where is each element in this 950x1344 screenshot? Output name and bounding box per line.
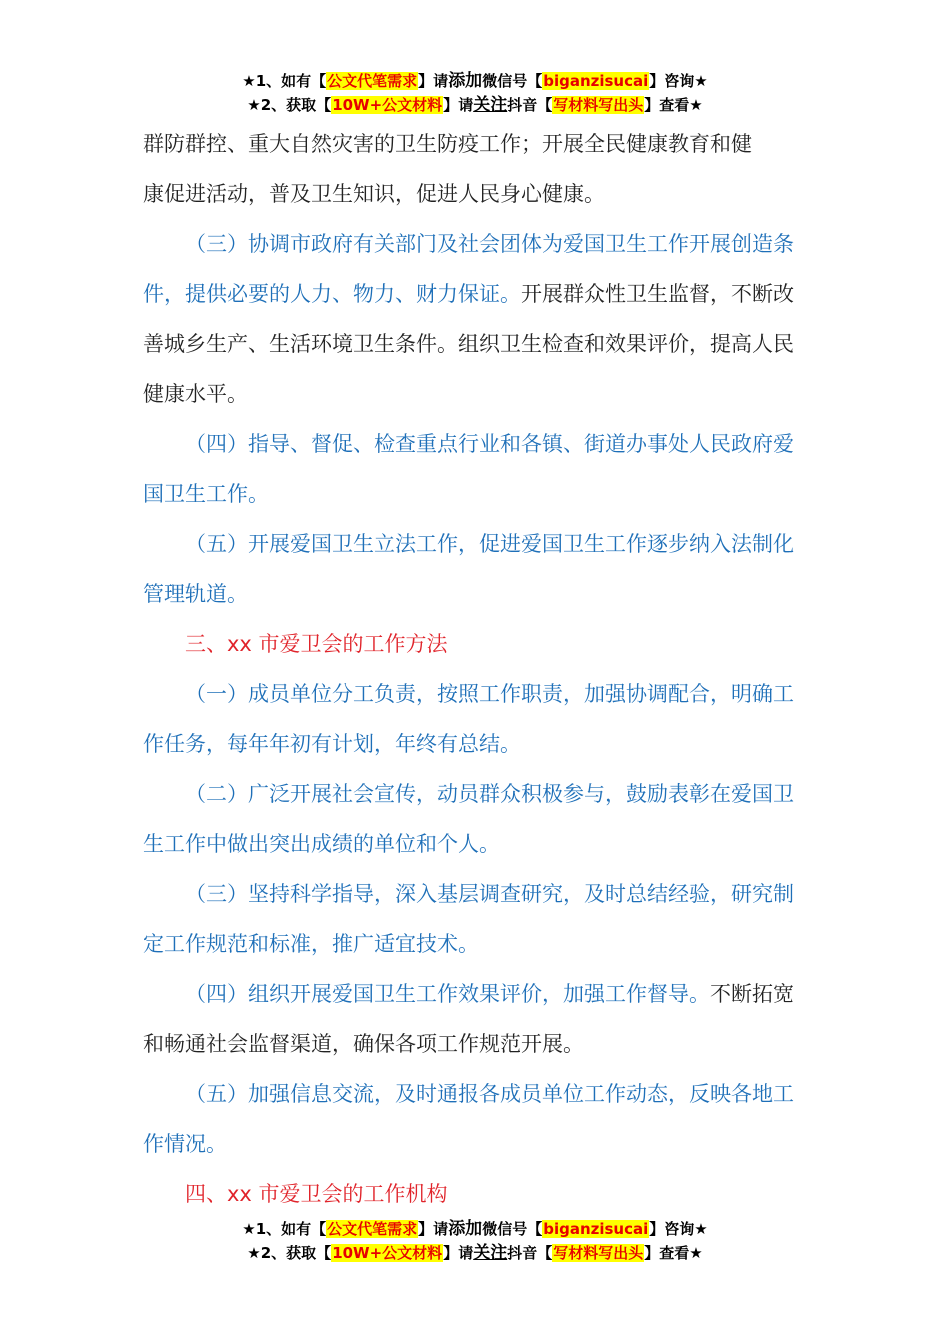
douyin-id: 写材料写出头 (553, 1244, 644, 1262)
paragraph-method-1: （一）成员单位分工负责，按照工作职责，加强协调配合，明确工作任务，每年年初有计划，年终有总结。 (143, 682, 794, 756)
header-banner (0, 69, 950, 117)
section-heading-organization: 四、xx 市爱卫会的工作机构 (185, 1182, 448, 1206)
banner-line-2 (0, 1241, 950, 1265)
banner-text: 】请 (443, 96, 474, 114)
wechat-id: biganzisucai (543, 1220, 649, 1238)
banner-text: 】咨询★ (649, 72, 708, 90)
banner-text: ★1、如有【 (242, 72, 327, 90)
section-heading-methods: 三、xx 市爱卫会的工作方法 (185, 632, 448, 656)
banner-text: 】请 (418, 1220, 449, 1238)
paragraph-method-2: （二）广泛开展社会宣传，动员群众积极参与，鼓励表彰在爱国卫生工作中做出突出成绩的单位和个人。 (143, 782, 794, 856)
highlight-text: 10W+公文材料 (332, 96, 443, 114)
paragraph-legislation: （五）开展爱国卫生立法工作，促进爱国卫生工作逐步纳入法制化管理轨道。 (143, 532, 794, 606)
paragraph-continued: 群防群控、重大自然灾害的卫生防疫工作；开展全民健康教育和健 康促进活动，普及卫生知识，促进人民身心健康。 (143, 132, 752, 206)
emphasis-text: 添加 (448, 1219, 483, 1239)
banner-text: ★1、如有【 (242, 1220, 327, 1238)
banner-line-1 (0, 1217, 950, 1241)
banner-text: ★2、获取【 (247, 96, 332, 114)
paragraph-method-3: （三）坚持科学指导，深入基层调查研究，及时总结经验，研究制定工作规范和标准，推广适宜技术。 (143, 882, 794, 956)
banner-line-1 (0, 69, 950, 93)
highlight-text: 公文代笔需求 (327, 1220, 418, 1238)
banner-text: 微信号【 (482, 72, 543, 90)
banner-text: 】请 (418, 72, 449, 90)
banner-text: 抖音【 (507, 1244, 553, 1262)
banner-text: ★2、获取【 (247, 1244, 332, 1262)
paragraph-guide-supervise: （四）指导、督促、检查重点行业和各镇、街道办事处人民政府爱国卫生工作。 (143, 432, 794, 506)
banner-text: 】请 (443, 1244, 474, 1262)
paragraph-method-5: （五）加强信息交流，及时通报各成员单位工作动态，反映各地工作情况。 (143, 1082, 794, 1156)
paragraph-coordinate-departments: （三）协调市政府有关部门及社会团体为爱国卫生工作开展创造条件，提供必要的人力、物力、财力保证。开展群众性卫生监督，不断改善城乡生产、生活环境卫生条件。组织卫生检查和效果评价，提高人民健康水平。 (143, 232, 794, 406)
banner-text: 】查看★ (644, 1244, 703, 1262)
banner-line-2 (0, 93, 950, 117)
highlight-text: 公文代笔需求 (327, 72, 418, 90)
emphasis-text: 关注 (473, 95, 508, 115)
banner-text: 微信号【 (482, 1220, 543, 1238)
douyin-id: 写材料写出头 (553, 96, 644, 114)
wechat-id: biganzisucai (543, 72, 649, 90)
paragraph-method-4: （四）组织开展爱国卫生工作效果评价，加强工作督导。不断拓宽和畅通社会监督渠道，确保各项工作规范开展。 (143, 982, 794, 1056)
banner-text: 】咨询★ (649, 1220, 708, 1238)
emphasis-text: 关注 (473, 1243, 508, 1263)
footer-banner (0, 1217, 950, 1265)
banner-text: 】查看★ (644, 96, 703, 114)
document-body (143, 119, 808, 1219)
emphasis-text: 添加 (448, 71, 483, 91)
highlight-text: 10W+公文材料 (332, 1244, 443, 1262)
banner-text: 抖音【 (507, 96, 553, 114)
